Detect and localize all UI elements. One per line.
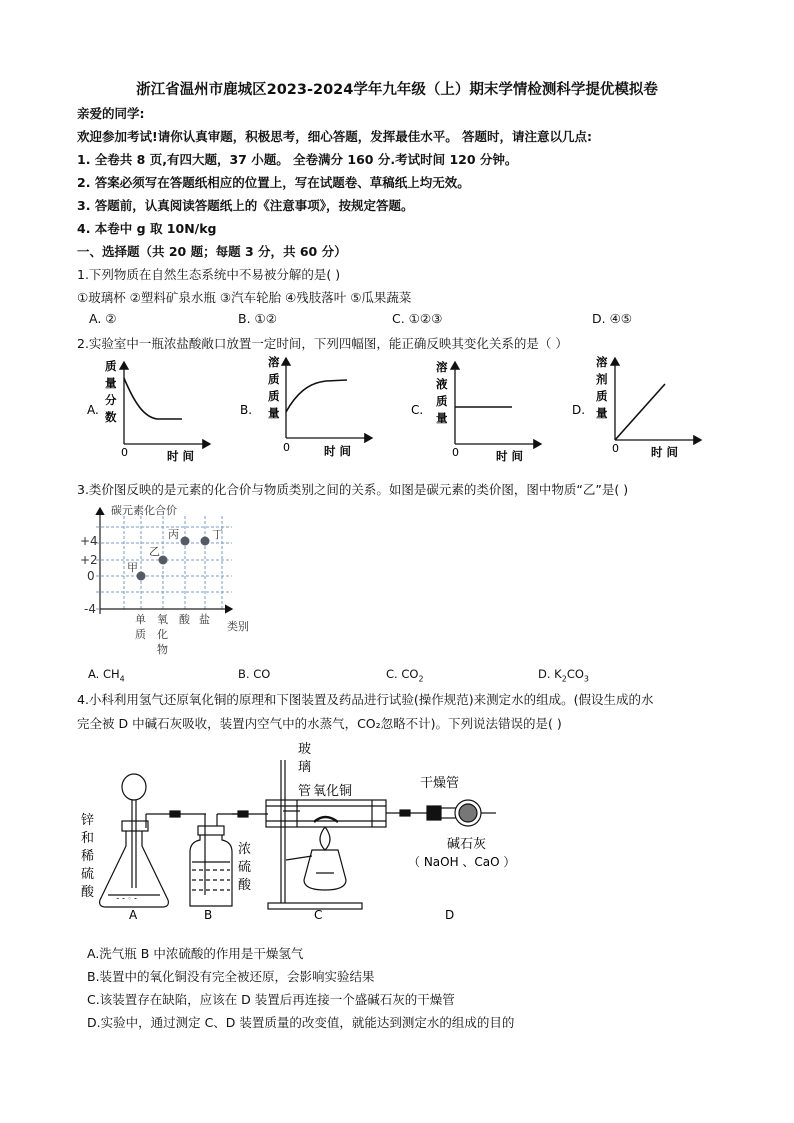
graph-c-xlabel: 时 间	[496, 449, 524, 463]
q1-items: ①玻璃杯 ②塑料矿泉水瓶 ③汽车轮胎 ④残肢落叶 ⑤瓜果蔬菜	[77, 290, 412, 305]
graph-d-ylabel-4: 量	[596, 406, 608, 420]
q2-graphs	[0, 350, 794, 468]
cat-1b: 质	[135, 628, 146, 641]
letter-a: A	[129, 908, 138, 922]
label-tube-3: 管	[298, 784, 312, 799]
letter-c: C	[314, 908, 323, 922]
q3-option-a: A. $CH_4$	[88, 667, 125, 684]
ytick-minus4: -4	[84, 602, 96, 616]
graph-a-curve	[124, 378, 182, 419]
label-b-2: 硫	[238, 860, 252, 875]
q4-apparatus-diagram	[0, 735, 794, 930]
label-tube-2: 璃	[298, 760, 312, 775]
q3-option-c: C. $CO_2$	[386, 667, 424, 684]
ytick-plus2: +2	[80, 553, 98, 567]
section-heading: 一、选择题（共 20 题；每题 3 分，共 60 分）	[77, 244, 347, 259]
graph-a	[87, 359, 210, 463]
graph-b-ylabel-4: 量	[268, 406, 280, 420]
label-dryer: 干燥管	[420, 776, 460, 791]
apparatus-b	[190, 814, 245, 906]
label-a-2: 和	[81, 831, 95, 846]
graph-c	[411, 360, 541, 463]
letter-d: D	[445, 908, 455, 922]
q4-stem-1: 4.小科利用氢气还原氧化铜的原理和下图装置及药品进行试验(操作规范)来测定水的组成。(假设生成的水	[77, 692, 654, 707]
note-1: 1. 全卷共 8 页,有四大题，37 小题。 全卷满分 160 分.考试时间 120 分钟。	[77, 152, 518, 167]
apparatus-a	[100, 774, 178, 907]
q4-option-c: C.该装置存在缺陷，应该在 D 装置后再连接一个盛碱石灰的干燥管	[87, 992, 455, 1007]
q1-option-b: B. ①②	[238, 311, 277, 326]
graph-b-curve	[286, 380, 347, 412]
q3-option-d: D. $K_2CO_3$	[538, 667, 589, 684]
note-3: 3. 答题前，认真阅读答题纸上的《注意事项》，按规定答题。	[77, 198, 414, 213]
graph-b-xlabel: 时 间	[324, 444, 352, 458]
graph-d-label: D.	[572, 403, 586, 417]
graph-d-curve	[615, 384, 665, 440]
ytick-0: 0	[87, 569, 95, 583]
graph-c-origin: 0	[452, 446, 459, 459]
letter-b: B	[204, 908, 213, 922]
graph-c-ylabel-1: 溶	[436, 360, 448, 374]
graph-d-ylabel-3: 质	[596, 389, 608, 403]
chart-xtitle: 类别	[227, 620, 249, 633]
point-ding	[201, 537, 210, 546]
label-tube-1: 玻	[298, 742, 312, 757]
graph-c-label: C.	[411, 403, 424, 417]
note-4: 4. 本卷中 g 取 10N/kg	[77, 221, 217, 236]
graph-d	[572, 355, 701, 459]
label-a-4: 硫	[81, 867, 95, 882]
q3-valence-chart	[0, 498, 794, 662]
graph-d-origin: 0	[612, 442, 619, 455]
graph-a-xlabel: 时 间	[167, 449, 195, 463]
cat-3: 酸	[179, 613, 190, 626]
graph-d-xlabel: 时 间	[651, 445, 679, 459]
q1-option-a: A. ②	[89, 311, 117, 326]
cat-4: 盐	[199, 613, 210, 626]
label-a-3: 稀	[81, 849, 95, 864]
graph-a-ylabel-4: 数	[105, 410, 117, 424]
graph-b-ylabel-3: 质	[268, 389, 280, 403]
label-lime: 碱石灰	[447, 837, 487, 852]
chart-ytitle: 碳元素化合价	[111, 504, 177, 517]
graph-a-ylabel-2: 量	[105, 376, 117, 390]
point-bing-label: 丙	[168, 528, 179, 541]
q4-option-d: D.实验中，通过测定 C、D 装置质量的改变值，就能达到测定水的组成的目的	[87, 1015, 515, 1030]
point-yi-label: 乙	[149, 545, 160, 558]
graph-a-ylabel-3: 分	[105, 393, 117, 407]
graph-b-ylabel-1: 溶	[268, 355, 280, 369]
cat-2a: 氧	[157, 613, 168, 626]
graph-c-ylabel-4: 量	[436, 411, 448, 425]
q4-option-b: B.装置中的氧化铜没有完全被还原，会影响实验结果	[87, 969, 375, 984]
label-a-1: 锌	[81, 813, 95, 828]
graph-b-label: B.	[240, 403, 253, 417]
point-bing	[181, 537, 190, 546]
label-lime-formula: （ NaOH 、CaO ）	[408, 855, 516, 869]
graph-b	[240, 355, 372, 458]
graph-a-origin: 0	[121, 446, 128, 459]
label-b-3: 酸	[238, 878, 252, 893]
graph-b-origin: 0	[283, 441, 290, 454]
apparatus-c	[266, 760, 386, 909]
welcome-text: 欢迎参加考试!请你认真审题，积极思考，细心答题，发挥最佳水平。 答题时，请注意以几点:	[77, 129, 593, 144]
point-ding-label: 丁	[212, 528, 223, 541]
cat-1a: 单	[135, 613, 146, 626]
cat-2c: 物	[157, 643, 168, 656]
graph-c-ylabel-2: 液	[436, 377, 448, 391]
graph-b-ylabel-2: 质	[268, 372, 280, 386]
ytick-plus4: +4	[80, 534, 98, 548]
q1-stem: 1.下列物质在自然生态系统中不易被分解的是( )	[77, 267, 341, 282]
note-2: 2. 答案必须写在答题纸相应的位置上，写在试题卷、草稿纸上均无效。	[77, 175, 470, 190]
label-b-1: 浓	[238, 842, 252, 857]
q1-option-d: D. ④⑤	[592, 311, 632, 326]
q4-option-a: A.洗气瓶 B 中浓硫酸的作用是干燥氢气	[87, 946, 304, 961]
label-a-5: 酸	[81, 885, 95, 900]
greeting: 亲爱的同学:	[77, 106, 145, 121]
q4-stem-2: 完全被 D 中碱石灰吸收，装置内空气中的水蒸气，CO₂忽略不计)。下列说法错误的是( )	[77, 716, 562, 731]
apparatus-d	[427, 800, 496, 826]
graph-a-label: A.	[87, 403, 99, 417]
q1-option-c: C. ①②③	[392, 311, 443, 326]
graph-a-ylabel-1: 质	[105, 359, 117, 373]
graph-d-ylabel-1: 溶	[596, 355, 608, 369]
q2-stem: 2.实验室中一瓶浓盐酸敞口放置一定时间，下列四幅图，能正确反映其变化关系的是（ ）	[77, 336, 568, 351]
graph-d-ylabel-2: 剂	[596, 372, 608, 386]
point-jia-label: 甲	[127, 561, 138, 574]
page-title: 浙江省温州市鹿城区2023-2024学年九年级（上）期末学情检测科学提优模拟卷	[136, 82, 658, 98]
q3-option-b: B. CO	[238, 667, 271, 681]
svg-text:⁃ ⁃ ◦ ⁃: ⁃ ⁃ ◦ ⁃	[116, 895, 138, 903]
graph-c-ylabel-3: 质	[436, 394, 448, 408]
label-cuo: 氧化铜	[313, 784, 353, 799]
cat-2b: 化	[157, 628, 168, 641]
q3-stem: 3.类价图反映的是元素的化合价与物质类别之间的关系。如图是碳元素的类价图，图中物质“乙”是( )	[77, 482, 629, 497]
